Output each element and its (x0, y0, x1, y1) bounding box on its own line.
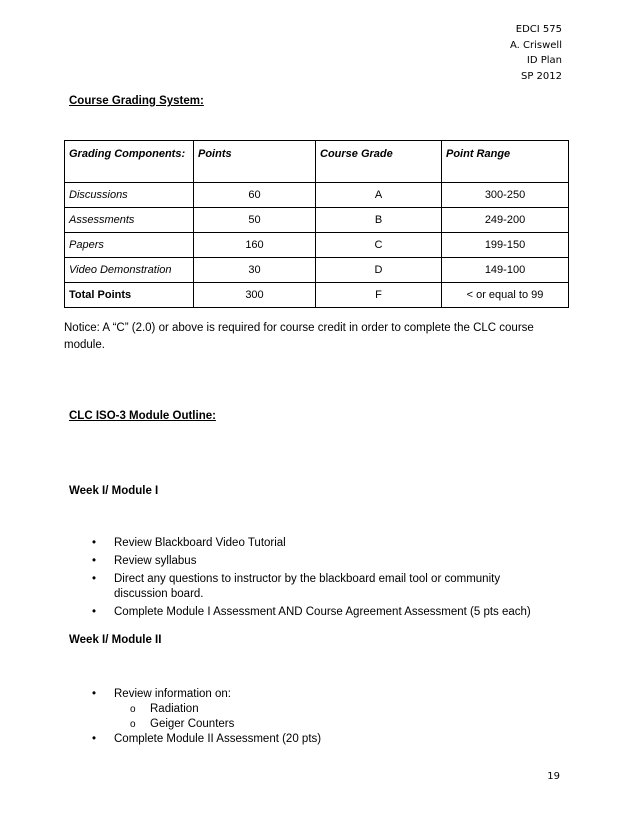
list-item-text: Direct any questions to instructor by the blackboard email tool or community discussion board. (114, 573, 501, 600)
row-grade: C (316, 233, 442, 258)
sub-item-text: Radiation (150, 703, 199, 715)
module-outline-heading: CLC ISO-3 Module Outline: (69, 410, 216, 422)
table-row (65, 233, 569, 258)
row-points: 60 (194, 183, 316, 208)
notice-text: Notice: A “C” (2.0) or above is required for course credit in order to complete the CLC course module. (64, 322, 534, 351)
row-grade: B (316, 208, 442, 233)
list-item (92, 732, 552, 747)
grading-table (64, 140, 569, 308)
row-points: 300 (194, 283, 316, 308)
list-item-text: Review Blackboard Video Tutorial (114, 537, 286, 549)
row-points: 160 (194, 233, 316, 258)
row-range: 149-100 (442, 258, 569, 283)
week2-title: Week I/ Module II (69, 634, 162, 646)
row-component: Papers (65, 233, 194, 258)
row-component: Discussions (65, 183, 194, 208)
bullet-icon: • (92, 573, 97, 585)
list-item-text: Complete Module I Assessment AND Course Agreement Assessment (5 pts each) (114, 606, 531, 618)
header-course: EDCI 575 (515, 24, 562, 35)
list-item-text: Complete Module II Assessment (20 pts) (114, 733, 322, 745)
list-item (92, 554, 552, 569)
list-item (92, 572, 552, 602)
document-header (510, 22, 562, 84)
row-range: 249-200 (442, 208, 569, 233)
row-range: 199-150 (442, 233, 569, 258)
sub-item-text: Geiger Counters (150, 718, 235, 730)
week1-list (92, 536, 552, 623)
row-grade: F (316, 283, 442, 308)
circle-bullet-icon: o (130, 719, 136, 730)
row-component: Assessments (65, 208, 194, 233)
row-points: 50 (194, 208, 316, 233)
row-grade: D (316, 258, 442, 283)
bullet-icon: • (92, 537, 97, 549)
header-points: Points (194, 141, 316, 183)
row-range: 300-250 (442, 183, 569, 208)
sub-list-item (130, 702, 552, 717)
table-row (65, 258, 569, 283)
row-component: Total Points (65, 283, 194, 308)
header-course-grade: Course Grade (316, 141, 442, 183)
row-range: < or equal to 99 (442, 283, 569, 308)
bullet-icon: • (92, 606, 97, 618)
list-item-text: Review syllabus (114, 555, 197, 567)
row-grade: A (316, 183, 442, 208)
table-row (65, 208, 569, 233)
week1-title: Week I/ Module I (69, 485, 159, 497)
list-item (92, 605, 552, 620)
header-term: SP 2012 (520, 70, 562, 82)
table-row-total (65, 283, 569, 308)
grading-system-heading: Course Grading System: (69, 95, 204, 107)
bullet-icon: • (92, 555, 97, 567)
header-components: Grading Components: (65, 141, 194, 183)
header-doc: ID Plan (526, 55, 562, 66)
table-header-row (65, 141, 569, 183)
page-number: 19 (547, 771, 560, 782)
list-item-text: Review information on: (114, 688, 231, 700)
circle-bullet-icon: o (130, 704, 136, 715)
list-item (92, 687, 552, 732)
header-point-range: Point Range (442, 141, 569, 183)
row-points: 30 (194, 258, 316, 283)
list-item (92, 536, 552, 551)
bullet-icon: • (92, 688, 97, 700)
table-row (65, 183, 569, 208)
row-component: Video Demonstration (65, 258, 194, 283)
header-author: A. Criswell (510, 39, 562, 51)
bullet-icon: • (92, 733, 97, 745)
week2-list (92, 687, 552, 750)
sub-list-item (130, 717, 552, 732)
